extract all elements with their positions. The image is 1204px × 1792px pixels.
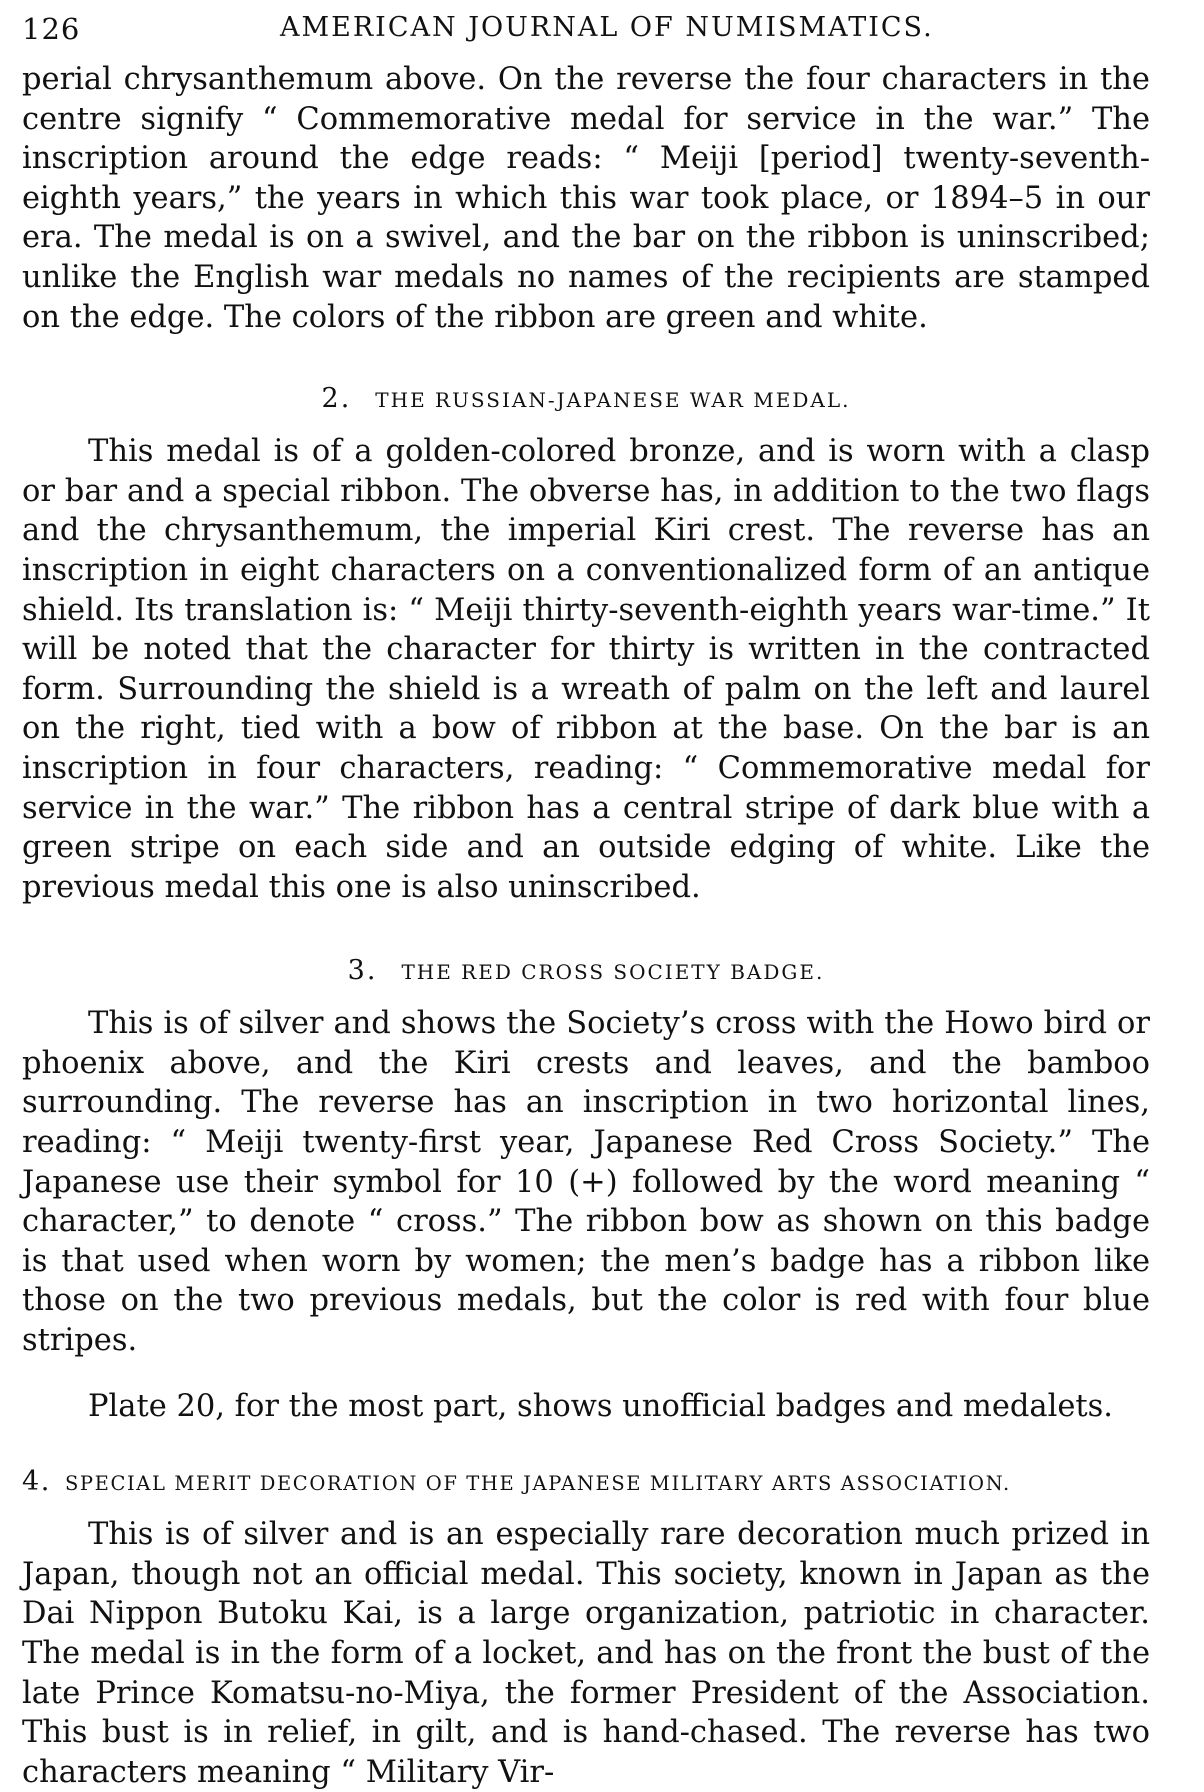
section-heading-special-merit-decoration: [22, 1466, 1150, 1497]
page-number: 126: [22, 12, 81, 46]
journal-title: AMERICAN JOURNAL OF NUMISMATICS.: [280, 12, 934, 43]
section-number: 4.: [22, 1466, 51, 1498]
section-heading-russian-japanese-war-medal: [22, 383, 1150, 414]
section-paragraph-special-merit-decoration: This is of silver and is an especially rare decoration much prized in Japan, though not an official medal. This society, known in Japan as the Dai Nippon Butoku Kai, is a large organization, patriotic in character. The medal is in the form of a locket, and has on the front the bust of the late Prince Komatsu-no-Miya, the former President of the Association. This bust is in relief, in gilt, and is hand-chased. The reverse has two characters meaning “ Military Vir-: [22, 1517, 1150, 1790]
section-title: THE RUSSIAN-JAPANESE WAR MEDAL.: [375, 388, 851, 413]
section-number: 2.: [321, 383, 352, 415]
running-head: [22, 0, 1150, 60]
section-paragraph-russian-japanese-war-medal: This medal is of a golden-colored bronze, and is worn with a clasp or bar and a special ribbon. The obverse has, in addition to the two flags and the chrysanthemum, the imperial Kiri crest. The reverse has an inscription in eight characters on a conventionalized form of an antique shield. Its translation is: “ Meiji thirty-seventh-eighth years war-time.” It will be noted that the character for thirty is written in the contracted form. Surrounding the shield is a wreath of palm on the left and laurel on the right, tied with a bow of ribbon at the base. On the bar is an inscription in four characters, reading: “ Commemorative medal for service in the war.” The ribbon has a central stripe of dark blue with a green stripe on each side and an outside edging of white. Like the previous medal this one is also uninscribed.: [22, 434, 1150, 905]
intro-paragraph: perial chrysanthemum above. On the reverse the four characters in the centre signify “ Commemorative medal for service in the war.” The inscription around the edge reads: “ Meiji [period] twenty-seventh-eighth years,” the years in which this war took place, or 1894–5 in our era. The medal is on a swivel, and the bar on the ribbon is uninscribed; unlike the English war medals no names of the recipients are stamped on the edge. The colors of the ribbon are green and white.: [22, 62, 1150, 335]
section-title: THE RED CROSS SOCIETY BADGE.: [401, 960, 825, 985]
plate-note-paragraph: Plate 20, for the most part, shows unofficial badges and medalets.: [88, 1388, 1113, 1424]
section-paragraph-red-cross-society-badge: This is of silver and shows the Society’s cross with the Howo bird or phoenix above, and the Kiri crests and leaves, and the bamboo surrounding. The reverse has an inscription in two horizontal lines, reading: “ Meiji twenty-first year, Japanese Red Cross Society.” The Japanese use their symbol for 10 (+) followed by the word meaning “ character,” to denote “ cross.” The ribbon bow as shown on this badge is that used when worn by women; the men’s badge has a ribbon like those on the two previous medals, but the color is red with four blue stripes.: [22, 1006, 1150, 1359]
section-title: SPECIAL MERIT DECORATION OF THE JAPANESE MILITARY ARTS ASSOCIATION.: [64, 1472, 1011, 1496]
section-heading-red-cross-society-badge: [22, 955, 1150, 986]
section-number: 3.: [347, 955, 378, 987]
page: [22, 0, 1150, 1792]
